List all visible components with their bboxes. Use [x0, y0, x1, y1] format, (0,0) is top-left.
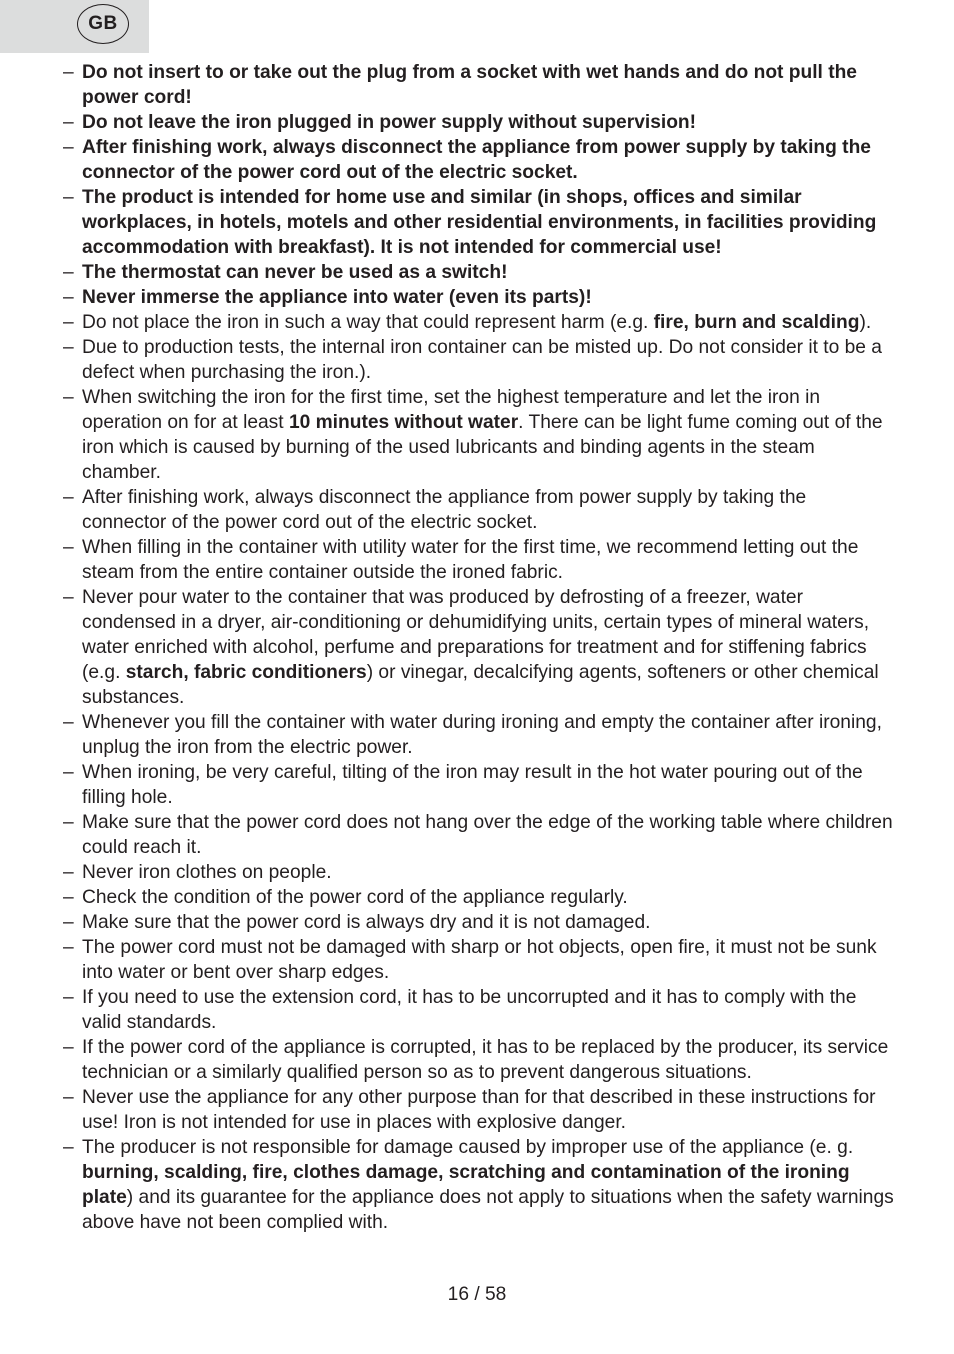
safety-instructions-list [63, 60, 895, 1235]
list-dash: – [63, 937, 74, 958]
list-item [63, 60, 895, 110]
list-dash: – [63, 1087, 74, 1108]
list-dash: – [63, 862, 74, 883]
list-item [63, 585, 895, 710]
emphasized-text: Do not insert to or take out the plug from a socket with wet hands and do not pull the power cord! [82, 62, 857, 108]
item-text: Check the condition of the power cord of the appliance regularly. [82, 887, 628, 908]
page-number: 16 / 58 [447, 1284, 507, 1305]
item-text: Whenever you fill the container with water during ironing and empty the container after ironing, unplug the iron from the electric power. [82, 712, 882, 758]
list-dash: – [63, 262, 74, 283]
item-text: . There can be light fume coming out of the iron which is caused by burning of the used lubricants and binding agents in the steam chamber. [82, 412, 883, 483]
list-dash: – [63, 537, 74, 558]
list-dash: – [63, 487, 74, 508]
list-dash: – [63, 1037, 74, 1058]
list-dash: – [63, 137, 74, 158]
list-item [63, 885, 895, 910]
item-text: Never pour water to the container that was produced by defrosting of a freezer, water condensed in a dryer, air-conditioning or dehumidifying units, certain types of mineral waters, water enriched with alcohol, perfume and preparations for treatment and for stiffening fabrics (e.g. [82, 587, 870, 683]
list-item [63, 185, 895, 260]
list-dash: – [63, 1137, 74, 1158]
list-dash: – [63, 312, 74, 333]
emphasized-text: starch, fabric conditioners [125, 662, 367, 683]
list-item [63, 985, 895, 1035]
list-dash: – [63, 887, 74, 908]
emphasized-text: burning, scalding, fire, clothes damage, scratching and contamination of the ironing plate [82, 1162, 850, 1208]
language-badge: GB [77, 4, 129, 44]
list-item [63, 110, 895, 135]
list-item [63, 1135, 895, 1235]
item-text: The power cord must not be damaged with sharp or hot objects, open fire, it must not be sunk into water or bent over sharp edges. [82, 937, 877, 983]
item-text: ) or vinegar, decalcifying agents, softeners or other chemical substances. [82, 662, 879, 708]
item-text: Never use the appliance for any other purpose than for that described in these instructions for use! Iron is not intended for use in places with explosive danger. [82, 1087, 876, 1133]
item-text: ) and its guarantee for the appliance does not apply to situations when the safety warnings above have not been complied with. [82, 1187, 894, 1233]
list-item [63, 135, 895, 185]
item-text: ). [859, 312, 872, 333]
emphasized-text: The product is intended for home use and similar (in shops, offices and similar workplaces, in hotels, motels and other residential environments, in facilities providing accommodation with breakfast). It is not intended for commercial use! [82, 187, 877, 258]
emphasized-text: 10 minutes without water [288, 412, 519, 433]
list-item [63, 760, 895, 810]
list-item [63, 535, 895, 585]
item-text: When filling in the container with utility water for the first time, we recommend letting out the steam from the entire container outside the ironed fabric. [82, 537, 859, 583]
item-text: Due to production tests, the internal iron container can be misted up. Do not consider it to be a defect when purchasing the iron.). [82, 337, 882, 383]
list-dash: – [63, 287, 74, 308]
item-text: If you need to use the extension cord, it has to be uncorrupted and it has to comply with the valid standards. [82, 987, 857, 1033]
item-text: When ironing, be very careful, tilting of the iron may result in the hot water pouring out of the filling hole. [82, 762, 863, 808]
item-text: Do not place the iron in such a way that could represent harm (e.g. [82, 312, 654, 333]
list-dash: – [63, 912, 74, 933]
list-item [63, 710, 895, 760]
list-item [63, 1035, 895, 1085]
item-text: When switching the iron for the first time, set the highest temperature and let the iron in operation on for at least [82, 387, 821, 433]
item-text: The producer is not responsible for damage caused by improper use of the appliance (e. g. [82, 1137, 854, 1158]
item-text: After finishing work, always disconnect the appliance from power supply by taking the connector of the power cord out of the electric socket. [82, 487, 807, 533]
item-text: Make sure that the power cord is always dry and it is not damaged. [82, 912, 651, 933]
item-text: Make sure that the power cord does not hang over the edge of the working table where children could reach it. [82, 812, 893, 858]
list-item [63, 385, 895, 485]
list-dash: – [63, 387, 74, 408]
item-text: Never iron clothes on people. [82, 862, 332, 883]
list-item [63, 335, 895, 385]
list-item [63, 810, 895, 860]
list-dash: – [63, 712, 74, 733]
emphasized-text: Never immerse the appliance into water (even its parts)! [82, 287, 592, 308]
language-tab [0, 0, 149, 53]
list-dash: – [63, 812, 74, 833]
list-dash: – [63, 112, 74, 133]
list-item [63, 485, 895, 535]
emphasized-text: The thermostat can never be used as a switch! [82, 262, 508, 283]
list-item [63, 260, 895, 285]
list-dash: – [63, 587, 74, 608]
list-item [63, 860, 895, 885]
list-dash: – [63, 187, 74, 208]
item-text: If the power cord of the appliance is corrupted, it has to be replaced by the producer, its service technician or a similarly qualified person so as to prevent dangerous situations. [82, 1037, 889, 1083]
emphasized-text: fire, burn and scalding [653, 312, 860, 333]
list-dash: – [63, 762, 74, 783]
emphasized-text: After finishing work, always disconnect the appliance from power supply by taking the connector of the power cord out of the electric socket. [82, 137, 871, 183]
list-item [63, 1085, 895, 1135]
list-item [63, 285, 895, 310]
list-dash: – [63, 62, 74, 83]
list-item [63, 310, 895, 335]
list-dash: – [63, 987, 74, 1008]
emphasized-text: Do not leave the iron plugged in power supply without supervision! [82, 112, 697, 133]
list-item [63, 910, 895, 935]
list-item [63, 935, 895, 985]
list-dash: – [63, 337, 74, 358]
